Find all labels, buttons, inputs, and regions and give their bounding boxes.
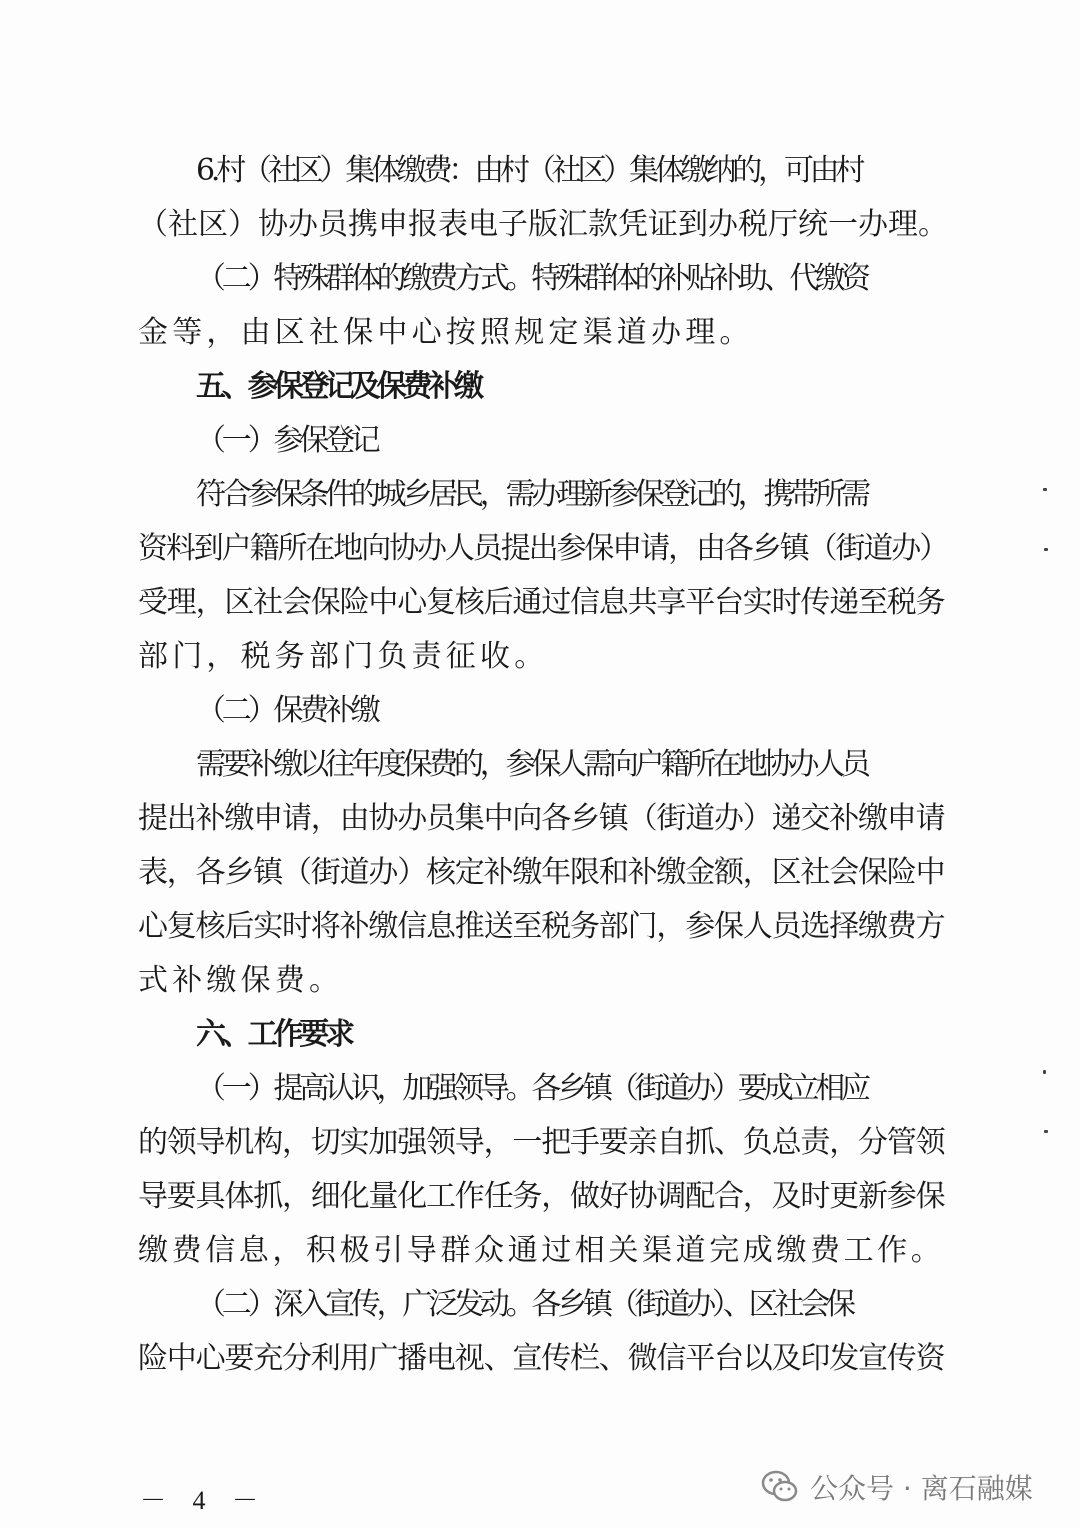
scan-mark xyxy=(1043,1070,1046,1074)
watermark xyxy=(760,1465,1033,1509)
text-line: （一）参保登记 xyxy=(196,423,377,458)
section-heading: 五、参保登记及保费补缴 xyxy=(196,369,480,404)
text-line: 表，各乡镇（街道办）核定补缴年限和补缴金额，区社会保险中 xyxy=(138,855,945,890)
section-heading: 六、工作要求 xyxy=(196,1017,351,1052)
page-number: － 4 － xyxy=(140,1486,269,1515)
text-line: 部门，税务部门负责征收。 xyxy=(138,639,549,674)
text-line: （二）保费补缴 xyxy=(196,693,377,728)
text-line: 险中心要充分利用广播电视、宣传栏、微信平台以及印发宣传资 xyxy=(138,1341,945,1376)
text-line: 缴费信息，积极引导群众通过相关渠道完成缴费工作。 xyxy=(138,1233,945,1268)
text-line: （一）提高认识，加强领导。各乡镇（街道办）要成立相应 xyxy=(196,1071,867,1106)
text-line: （二）深入宣传，广泛发动。各乡镇（街道办）、区社会保 xyxy=(196,1287,852,1322)
text-line: 需要补缴以往年度保费的，参保人需向户籍所在地协办人员 xyxy=(196,747,867,782)
text-line: （社区）协办员携申报表电子版汇款凭证到办税厅统一办理。 xyxy=(138,207,948,242)
text-line: 心复核后实时将补缴信息推送至税务部门，参保人员选择缴费方 xyxy=(138,909,945,944)
scan-mark xyxy=(1044,548,1048,551)
text-line: 符合参保条件的城乡居民，需办理新参保登记的，携带所需 xyxy=(196,477,867,512)
text-line: 受理，区社会保险中心复核后通过信息共享平台实时传递至税务 xyxy=(138,585,945,620)
text-line: 金等，由区社保中心按照规定渠道办理。 xyxy=(138,315,754,350)
scan-mark xyxy=(1044,1130,1048,1133)
text-line: （二）特殊群体的缴费方式。特殊群体的补贴补助、代缴资 xyxy=(196,261,867,296)
watermark-text: 公众号 · 离石融媒 xyxy=(810,1472,1033,1505)
text-line: 提出补缴申请，由协办员集中向各乡镇（街道办）递交补缴申请 xyxy=(138,801,945,836)
wechat-icon xyxy=(760,1467,800,1507)
text-line: 的领导机构，切实加强领导，一把手要亲自抓、负总责，分管领 xyxy=(138,1125,945,1160)
text-line: 资料到户籍所在地向协办人员提出参保申请，由各乡镇（街道办） xyxy=(138,531,948,566)
scan-mark xyxy=(1043,488,1047,491)
text-line: 式补缴保费。 xyxy=(138,963,344,998)
text-line: 导要具体抓，细化量化工作任务，做好协调配合，及时更新参保 xyxy=(138,1179,945,1214)
text-line: 6.村（社区）集体缴费：由村（社区）集体缴纳的，可由村 xyxy=(196,153,862,188)
